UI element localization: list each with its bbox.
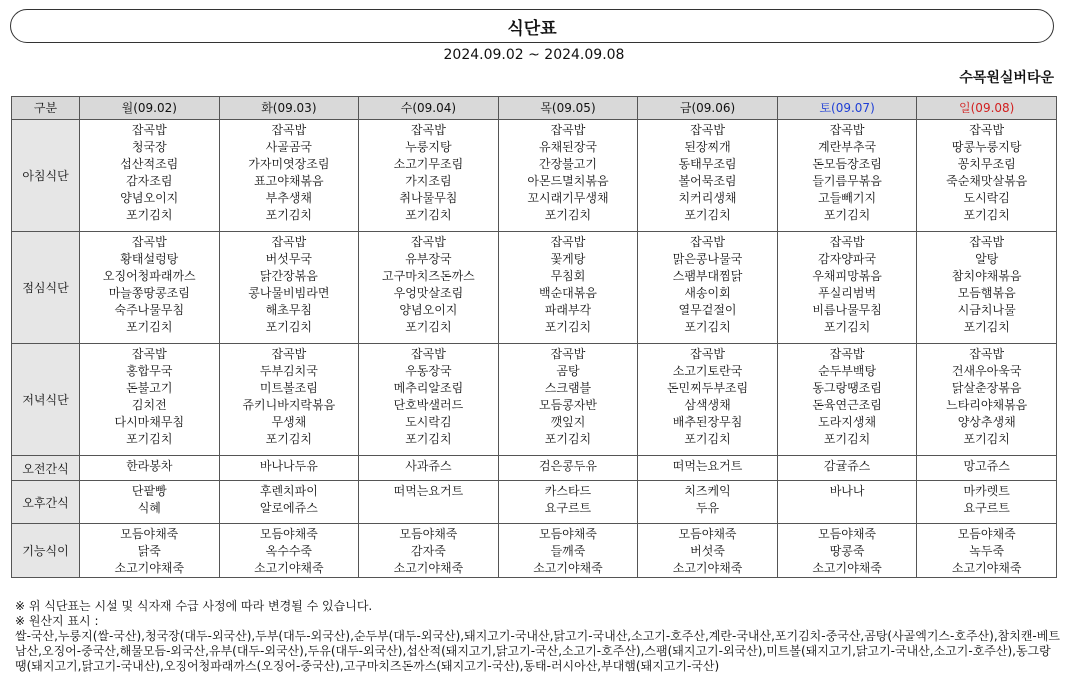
day-header: 금(09.06) [638, 97, 778, 120]
menu-item: 곰탕 [556, 364, 580, 378]
menu-item: 황태설렁탕 [120, 252, 179, 266]
menu-item: 돈육연근조림 [812, 398, 882, 412]
menu-item: 도라지생채 [818, 415, 877, 429]
change-notice: ※ 위 식단표는 시설 및 식자재 수급 사정에 따라 변경될 수 있습니다. [15, 599, 373, 613]
menu-item: 메추리알조림 [393, 381, 464, 395]
menu-item: 배추된장무침 [672, 415, 743, 429]
menu-item: 들기름무볶음 [812, 174, 882, 188]
menu-item: 포기김치 [126, 432, 173, 446]
menu-item: 잡곡밥 [271, 123, 307, 137]
menu-item: 미트볼조림 [259, 381, 318, 395]
menu-item: 맑은콩나물국 [672, 252, 743, 266]
menu-item: 옥수수죽 [265, 544, 313, 558]
menu-item: 쥬키니바지락볶음 [242, 398, 336, 412]
menu-cell [777, 481, 917, 524]
menu-item: 순두부백탕 [818, 364, 877, 378]
menu-item: 떠먹는요거트 [393, 484, 464, 498]
menu-cell [498, 232, 638, 344]
menu-item: 떠먹는요거트 [672, 459, 743, 473]
meal-row [12, 481, 1057, 524]
menu-item: 잡곡밥 [829, 347, 865, 361]
menu-item: 꼬시래기무생채 [527, 191, 609, 205]
meal-row [12, 456, 1057, 481]
menu-item: 가지조림 [405, 174, 452, 188]
menu-item: 감자양파국 [818, 252, 877, 266]
menu-item: 소고기야채죽 [254, 561, 324, 575]
menu-item: 포기김치 [544, 208, 592, 222]
menu-item: 우동장국 [405, 364, 452, 378]
menu-item: 치즈케익 [684, 484, 731, 498]
title-banner [10, 9, 1054, 43]
menu-item: 양상추생채 [957, 415, 1016, 429]
menu-item: 간장불고기 [538, 157, 597, 171]
menu-item: 모듬야채죽 [399, 527, 458, 541]
menu-item: 푸실리범벅 [818, 286, 877, 300]
notes [15, 599, 1060, 674]
menu-item: 잡곡밥 [411, 123, 446, 137]
menu-cell [917, 120, 1057, 232]
menu-cell [359, 232, 499, 344]
menu-item: 잡곡밥 [550, 347, 586, 361]
menu-item: 가자미엿장조림 [248, 157, 330, 171]
menu-item: 홍합무국 [126, 364, 173, 378]
menu-cell [917, 524, 1057, 578]
menu-item: 소고기야채죽 [533, 561, 603, 575]
menu-item: 식혜 [137, 501, 161, 515]
menu-item: 섭산적조림 [120, 157, 179, 171]
menu-item: 콩나물비빔라면 [248, 286, 330, 300]
menu-item: 포기김치 [126, 208, 173, 222]
menu-item: 무생채 [271, 415, 307, 429]
menu-item: 두유 [695, 501, 720, 515]
menu-item: 닭살춘장볶음 [951, 381, 1022, 395]
menu-item: 녹두죽 [969, 544, 1005, 558]
menu-item: 부추생채 [265, 191, 313, 205]
menu-item: 백순대볶음 [538, 286, 597, 300]
menu-item: 땅콩죽 [829, 544, 865, 558]
menu-item: 버섯죽 [690, 544, 725, 558]
meal-table [11, 96, 1057, 578]
menu-cell [498, 344, 638, 456]
menu-item: 잡곡밥 [969, 235, 1005, 249]
menu-cell [359, 481, 499, 524]
meal-label: 오후간식 [12, 481, 80, 524]
menu-item: 바나나두유 [259, 459, 318, 473]
menu-item: 잡곡밥 [271, 235, 307, 249]
menu-item: 열무겉절이 [678, 303, 737, 317]
menu-item: 느타리야채볶음 [946, 398, 1028, 412]
menu-item: 삼색생채 [684, 398, 731, 412]
menu-cell [80, 120, 220, 232]
menu-item: 잡곡밥 [550, 235, 586, 249]
menu-cell [359, 524, 499, 578]
menu-item: 동그랑땡조림 [812, 381, 882, 395]
meal-label: 아침식단 [12, 120, 80, 232]
menu-item: 잡곡밥 [829, 235, 865, 249]
menu-item: 치커리생채 [678, 191, 737, 205]
day-header-sunday: 일(09.08) [917, 97, 1057, 120]
menu-item: 새송이회 [684, 286, 731, 300]
menu-item: 양념오이지 [120, 191, 179, 205]
menu-item: 후렌치파이 [259, 484, 318, 498]
menu-item: 포기김치 [684, 208, 731, 222]
header-row [12, 97, 1057, 120]
day-header: 목(09.05) [498, 97, 638, 120]
menu-item: 감귤쥬스 [823, 459, 871, 473]
menu-cell [359, 344, 499, 456]
menu-item: 다시마채무침 [114, 415, 185, 429]
menu-item: 망고쥬스 [963, 459, 1010, 473]
menu-item: 죽순채맛살볶음 [946, 174, 1028, 188]
menu-item: 마카렛트 [963, 484, 1010, 498]
menu-item: 포기김치 [405, 320, 452, 334]
menu-item: 모듬콩자반 [538, 398, 597, 412]
menu-item: 모듬야채죽 [818, 527, 877, 541]
menu-cell [219, 456, 359, 481]
meal-row [12, 120, 1057, 232]
menu-item: 사과쥬스 [405, 459, 452, 473]
menu-item: 누룽지탕 [405, 140, 452, 154]
corner-header: 구분 [12, 97, 80, 120]
menu-item: 들깨죽 [550, 544, 586, 558]
menu-item: 소고기야채죽 [672, 561, 743, 575]
menu-cell [777, 120, 917, 232]
menu-item: 감자죽 [411, 544, 446, 558]
menu-item: 포기김치 [126, 320, 173, 334]
menu-item: 마늘쫑땅콩조림 [108, 286, 190, 300]
menu-cell [80, 344, 220, 456]
menu-cell [638, 456, 778, 481]
menu-item: 모듬야채죽 [678, 527, 737, 541]
meal-label: 저녁식단 [12, 344, 80, 456]
meal-row [12, 524, 1057, 578]
menu-cell [219, 120, 359, 232]
menu-item: 김치전 [131, 398, 167, 412]
menu-item: 두부김치국 [259, 364, 318, 378]
menu-item: 버섯무국 [265, 252, 313, 266]
menu-cell [917, 481, 1057, 524]
menu-item: 포기김치 [684, 432, 731, 446]
menu-item: 잡곡밥 [690, 235, 725, 249]
menu-item: 돈민찌두부조림 [666, 381, 749, 395]
menu-item: 숙주나물무침 [114, 303, 185, 317]
menu-item: 고구마치즈돈까스 [382, 269, 475, 283]
menu-item: 모듬야채죽 [259, 527, 318, 541]
menu-item: 알로에쥬스 [259, 501, 318, 515]
menu-item: 단호박샐러드 [393, 398, 464, 412]
menu-item: 포기김치 [405, 432, 452, 446]
menu-item: 소고기야채죽 [393, 561, 464, 575]
menu-item: 도시락김 [963, 191, 1010, 205]
day-header: 화(09.03) [219, 97, 359, 120]
menu-cell [80, 481, 220, 524]
meal-row [12, 344, 1057, 456]
menu-cell [638, 232, 778, 344]
menu-item: 양념오이지 [399, 303, 458, 317]
menu-item: 우채피망볶음 [812, 269, 882, 283]
menu-item: 포기김치 [823, 320, 871, 334]
menu-item: 포기김치 [823, 432, 871, 446]
menu-item: 돈불고기 [126, 381, 173, 395]
menu-cell [219, 232, 359, 344]
menu-item: 잡곡밥 [131, 235, 167, 249]
menu-item: 포기김치 [265, 432, 313, 446]
menu-cell [917, 232, 1057, 344]
menu-cell [80, 232, 220, 344]
menu-item: 검은콩두유 [538, 459, 597, 473]
menu-cell [80, 456, 220, 481]
facility-name: 수목원실버타운 [959, 70, 1054, 86]
menu-item: 모듬야채죽 [957, 527, 1016, 541]
menu-item: 유부장국 [405, 252, 452, 266]
day-header: 월(09.02) [80, 97, 220, 120]
menu-item: 잡곡밥 [131, 347, 167, 361]
menu-item: 포기김치 [544, 320, 592, 334]
menu-item: 참치야채볶음 [951, 269, 1022, 283]
menu-cell [777, 456, 917, 481]
menu-item: 땅콩누룽지탕 [951, 140, 1022, 154]
menu-item: 사골곰국 [265, 140, 313, 154]
menu-item: 한라봉차 [126, 459, 173, 473]
menu-item: 잡곡밥 [131, 123, 167, 137]
menu-item: 깻잎지 [550, 415, 586, 429]
menu-item: 비름나물무침 [812, 303, 882, 317]
menu-item: 건새우아욱국 [951, 364, 1022, 378]
menu-item: 소고기야채죽 [114, 561, 185, 575]
menu-cell [638, 524, 778, 578]
menu-cell [638, 481, 778, 524]
menu-item: 소고기야채죽 [951, 561, 1022, 575]
meal-label: 기능식이 [12, 524, 80, 578]
menu-cell [638, 120, 778, 232]
menu-item: 잡곡밥 [411, 347, 446, 361]
menu-cell [917, 344, 1057, 456]
menu-item: 잡곡밥 [271, 347, 307, 361]
menu-item: 바나나 [829, 484, 865, 498]
menu-cell [219, 524, 359, 578]
menu-item: 도시락김 [405, 415, 452, 429]
menu-item: 잡곡밥 [411, 235, 446, 249]
menu-item: 볼어묵조림 [678, 174, 737, 188]
menu-cell [777, 232, 917, 344]
meal-row [12, 232, 1057, 344]
menu-cell [498, 456, 638, 481]
menu-item: 잡곡밥 [690, 347, 725, 361]
menu-item: 포기김치 [823, 208, 871, 222]
menu-cell [498, 120, 638, 232]
menu-item: 포기김치 [544, 432, 592, 446]
menu-cell [917, 456, 1057, 481]
menu-item: 스크램블 [544, 381, 592, 395]
menu-item: 포기김치 [963, 432, 1010, 446]
menu-item: 취나물무침 [399, 191, 458, 205]
menu-item: 요구르트 [963, 501, 1010, 515]
menu-item: 단팥빵 [131, 484, 167, 498]
menu-item: 표고야채볶음 [254, 174, 324, 188]
menu-item: 포기김치 [265, 320, 313, 334]
menu-cell [359, 456, 499, 481]
page-title: 식단표 [507, 18, 557, 39]
menu-item: 계란부추국 [818, 140, 877, 154]
menu-item: 우엉맛살조림 [393, 286, 464, 300]
menu-item: 잡곡밥 [550, 123, 586, 137]
menu-item: 알탕 [975, 252, 999, 266]
menu-item: 소고기무조림 [393, 157, 464, 171]
menu-cell [638, 344, 778, 456]
menu-cell [359, 120, 499, 232]
menu-item: 유채된장국 [538, 140, 597, 154]
menu-cell [219, 344, 359, 456]
menu-item: 돈모듬장조림 [812, 157, 882, 171]
menu-item: 시금치나물 [957, 303, 1016, 317]
menu-item: 고들빼기지 [818, 191, 877, 205]
day-header: 수(09.04) [359, 97, 499, 120]
menu-item: 닭죽 [137, 544, 161, 558]
origin-list: 쌀-국산,누룽지(쌀-국산),청국장(대두-외국산),두부(대두-외국산),순두부(대두-외국산),돼지고기-국내산,닭고기-국내산,소고기-호주산,계란-국내산,포기김치-중국산,곰탕(사골엑기스-호주산),참치캔-베트남산,오징어-중국산,해물모듬-외국산,유부(대두-외국산),두유(대두-외국산),섭산적(돼지고기,닭고기-국산,소고기-호주산),스팸(돼지고기-외국산),미트볼(돼지고기,닭고기-국내산,소고기-호주산),동그랑땡(돼지고기,닭고기-국내산),오징어청파래까스(오징어-중국산),고구마치즈돈까스(돼지고기-국산),동태-러시아산,부대햄(돼지고기-국산) [15, 629, 1060, 673]
menu-cell [219, 481, 359, 524]
menu-item: 포기김치 [684, 320, 731, 334]
menu-item: 모듬야채죽 [120, 527, 179, 541]
menu-item: 카스타드 [544, 484, 592, 498]
date-range: 2024.09.02 ~ 2024.09.08 [443, 47, 625, 63]
menu-item: 포기김치 [265, 208, 313, 222]
menu-item: 잡곡밥 [690, 123, 725, 137]
menu-item: 파래부각 [544, 303, 592, 317]
menu-item: 꽁치무조림 [957, 157, 1016, 171]
menu-item: 오징어청파래까스 [102, 269, 196, 283]
menu-item: 소고기토란국 [672, 364, 743, 378]
menu-cell [498, 481, 638, 524]
menu-item: 포기김치 [963, 208, 1010, 222]
menu-item: 스팸부대찜닭 [672, 269, 743, 283]
menu-item: 감자조림 [126, 174, 173, 188]
menu-item: 모듬햄볶음 [957, 286, 1016, 300]
menu-item: 동태무조림 [678, 157, 737, 171]
origin-heading: ※ 원산지 표시 : [15, 614, 99, 628]
menu-item: 해초무침 [265, 303, 313, 317]
menu-item: 잡곡밥 [829, 123, 865, 137]
menu-item: 무침회 [550, 269, 586, 283]
menu-item: 포기김치 [405, 208, 452, 222]
menu-item: 소고기야채죽 [812, 561, 882, 575]
meal-label: 점심식단 [12, 232, 80, 344]
menu-item: 요구르트 [544, 501, 592, 515]
menu-item: 모듬야채죽 [538, 527, 597, 541]
menu-cell [80, 524, 220, 578]
menu-cell [777, 344, 917, 456]
menu-item: 잡곡밥 [969, 347, 1005, 361]
menu-item: 잡곡밥 [969, 123, 1005, 137]
meal-label: 오전간식 [12, 456, 80, 481]
menu-cell [777, 524, 917, 578]
menu-item: 아몬드멸치볶음 [527, 174, 609, 188]
menu-cell [498, 524, 638, 578]
menu-item: 꽃게탕 [550, 252, 586, 266]
menu-item: 포기김치 [963, 320, 1010, 334]
day-header-saturday: 토(09.07) [777, 97, 917, 120]
menu-item: 닭간장볶음 [259, 269, 318, 283]
menu-item: 청국장 [131, 140, 167, 154]
menu-item: 된장찌개 [684, 140, 731, 154]
